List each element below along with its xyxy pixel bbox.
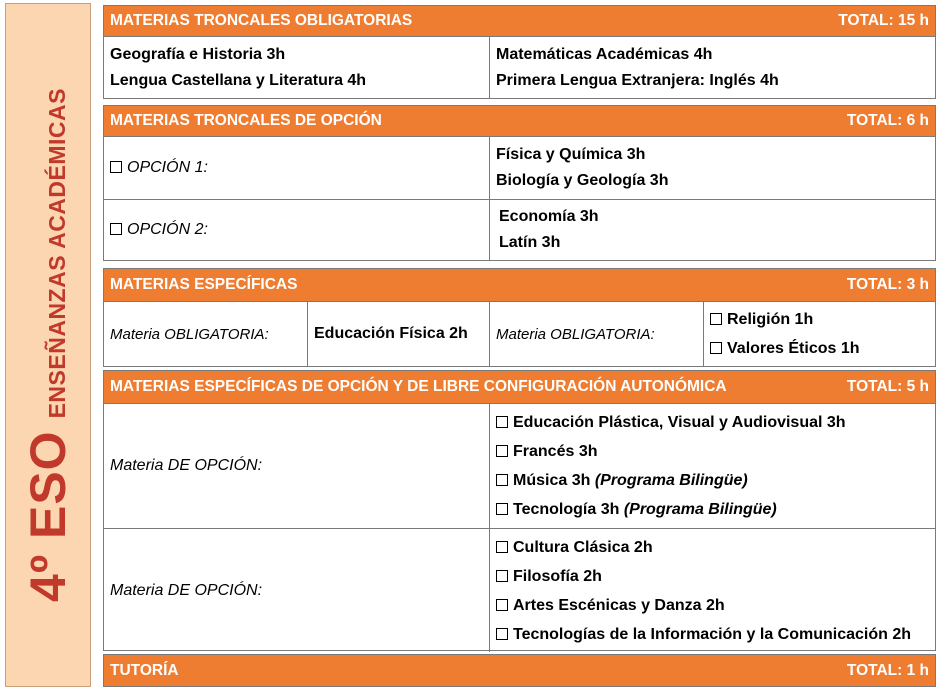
subject-item: Geografía e Historia 3h <box>110 45 286 63</box>
mandatory-subject: Educación Física 2h <box>307 302 489 366</box>
sidebar-banner <box>5 3 91 687</box>
checkbox-icon[interactable] <box>496 541 508 553</box>
checkbox-icon[interactable] <box>496 503 508 515</box>
subject-item: Lengua Castellana y Literatura 4h <box>110 71 367 89</box>
section-total: TOTAL: 1 h <box>846 661 929 679</box>
section-troncales-opcion <box>103 105 936 261</box>
subjects-row <box>104 37 935 98</box>
subject-item: Matemáticas Académicas 4h <box>496 45 713 63</box>
option-label-cell[interactable] <box>104 200 489 260</box>
option-group-row <box>104 528 935 652</box>
option-group-label: Materia DE OPCIÓN: <box>110 581 263 599</box>
checkbox-icon[interactable] <box>496 570 508 582</box>
checkbox-icon[interactable] <box>710 313 722 325</box>
section-header <box>104 6 935 37</box>
option-label: OPCIÓN 1: <box>127 159 208 176</box>
subjects-table <box>103 0 936 692</box>
section-especificas-opcion <box>103 370 936 651</box>
option-group-list <box>489 529 935 652</box>
option-group-label: Materia DE OPCIÓN: <box>110 457 263 474</box>
mandatory-label: Materia OBLIGATORIA: <box>110 325 269 343</box>
bilingual-note: (Programa Bilingüe) <box>623 501 777 518</box>
option-label: OPCIÓN 2: <box>127 221 208 238</box>
sidebar-title <box>19 88 77 602</box>
section-title: MATERIAS ESPECÍFICAS <box>110 276 298 293</box>
choice-item[interactable]: Filosofía 2h <box>496 562 929 591</box>
checkbox-icon[interactable] <box>110 223 122 235</box>
option-row <box>104 137 935 199</box>
section-title: TUTORÍA <box>110 661 179 679</box>
section-header <box>104 106 935 137</box>
option-subjects <box>489 200 935 260</box>
bilingual-note: (Programa Bilingüe) <box>594 472 748 489</box>
section-troncales-obligatorias <box>103 5 936 99</box>
choice-item[interactable]: Valores Éticos 1h <box>710 334 929 363</box>
choice-item[interactable]: Religión 1h <box>710 305 929 334</box>
section-total: TOTAL: 5 h <box>846 378 929 395</box>
choice-item[interactable]: Cultura Clásica 2h <box>496 533 929 562</box>
checkbox-icon[interactable] <box>496 445 508 457</box>
checkbox-icon[interactable] <box>496 628 508 640</box>
especificas-row <box>104 302 935 366</box>
subject-item: Física y Química 3h <box>496 146 646 163</box>
section-title: MATERIAS TRONCALES OBLIGATORIAS <box>110 12 413 29</box>
choice-item[interactable]: Música 3h (Programa Bilingüe) <box>496 466 929 495</box>
section-especificas <box>103 268 936 367</box>
section-tutoria <box>103 654 936 687</box>
grade-label: 4º ESO <box>20 430 76 602</box>
subjects-left <box>104 37 489 98</box>
section-title: MATERIAS ESPECÍFICAS DE OPCIÓN Y DE LIBRE CONFIGURACIÓN AUTONÓMICA <box>110 378 727 395</box>
section-header <box>104 655 935 686</box>
section-header <box>104 371 935 404</box>
subject-item: Latín 3h <box>499 234 561 251</box>
option-row <box>104 199 935 260</box>
section-total: TOTAL: 6 h <box>846 112 929 129</box>
section-total: TOTAL: 15 h <box>838 12 929 29</box>
subject-item: Primera Lengua Extranjera: Inglés 4h <box>496 71 779 89</box>
checkbox-icon[interactable] <box>496 474 508 486</box>
option-group-row <box>104 404 935 528</box>
checkbox-icon[interactable] <box>110 161 122 173</box>
section-title: MATERIAS TRONCALES DE OPCIÓN <box>110 112 382 129</box>
subject-item: Economía 3h <box>499 208 599 225</box>
checkbox-icon[interactable] <box>496 416 508 428</box>
option-group-list <box>489 404 935 528</box>
track-label: ENSEÑANZAS ACADÉMICAS <box>44 88 70 419</box>
choice-item[interactable]: Educación Plástica, Visual y Audiovisual 3h <box>496 408 929 437</box>
section-total: TOTAL: 3 h <box>846 276 929 293</box>
subjects-right <box>489 37 935 98</box>
choice-item[interactable]: Francés 3h <box>496 437 929 466</box>
choice-item[interactable]: Tecnologías de la Información y la Comunicación 2h <box>496 620 929 649</box>
choice-group <box>703 302 935 366</box>
option-label-cell[interactable] <box>104 137 489 199</box>
choice-item[interactable]: Artes Escénicas y Danza 2h <box>496 591 929 620</box>
checkbox-icon[interactable] <box>710 342 722 354</box>
mandatory-label: Materia OBLIGATORIA: <box>489 302 703 366</box>
section-header <box>104 269 935 302</box>
choice-item[interactable]: Tecnología 3h (Programa Bilingüe) <box>496 495 929 524</box>
option-subjects <box>489 137 935 199</box>
subject-item: Biología y Geología 3h <box>496 172 669 189</box>
checkbox-icon[interactable] <box>496 599 508 611</box>
